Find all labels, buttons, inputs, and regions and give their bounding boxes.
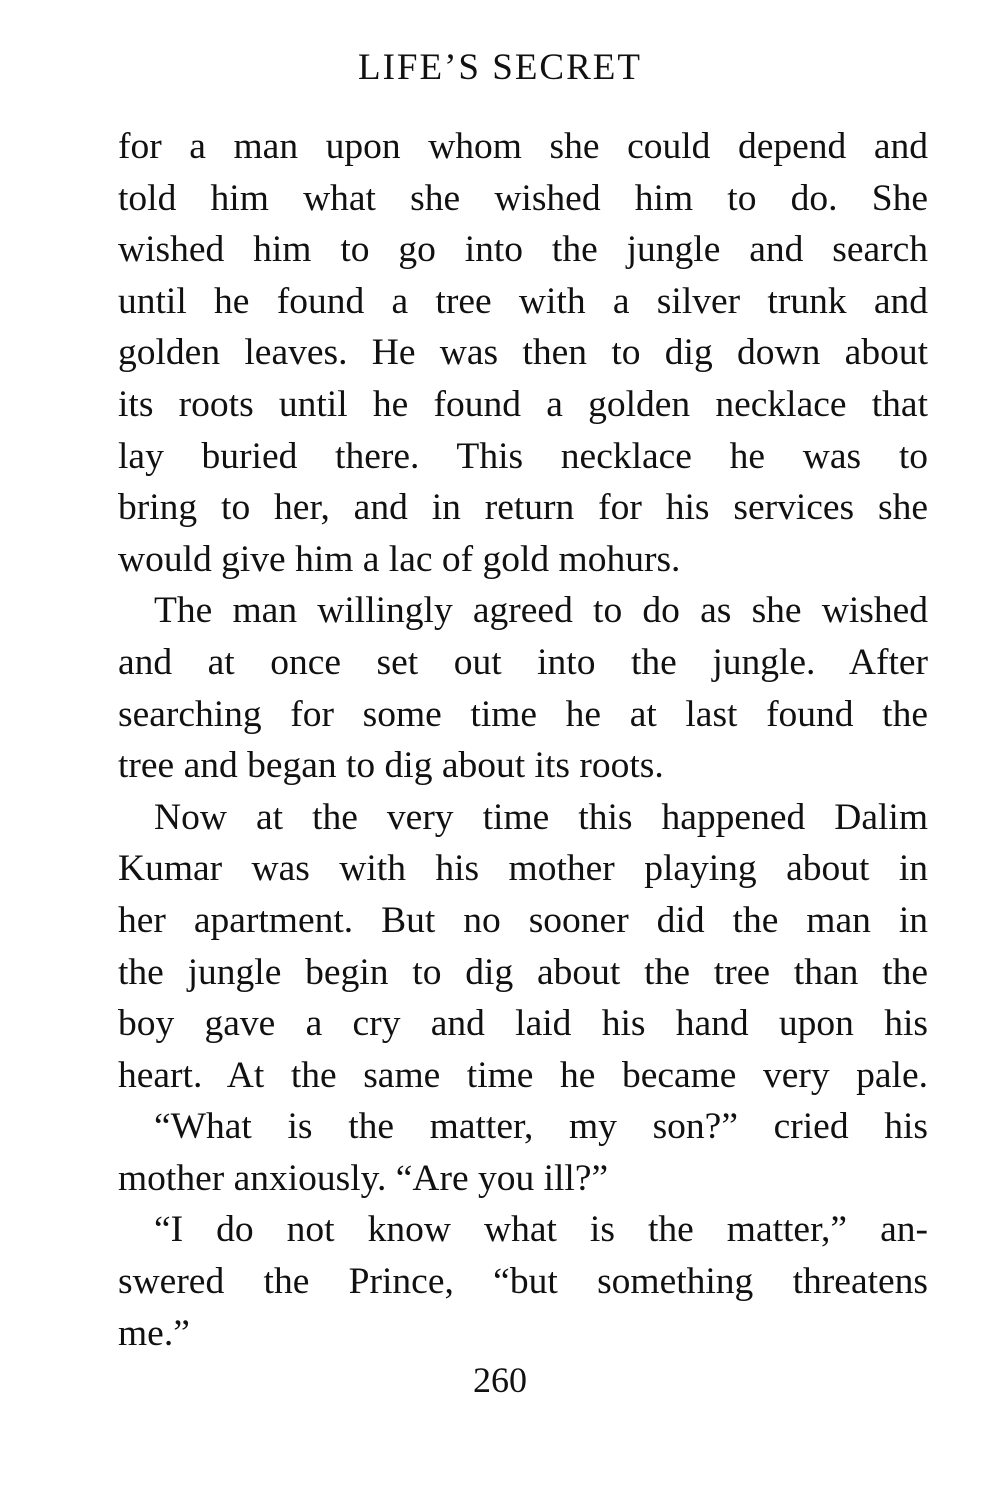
text-line: would give him a lac of gold mohurs. — [118, 538, 681, 580]
text-line: Kumar was with his mother playing about in — [118, 848, 928, 890]
text-line: The man willingly agreed to do as she wished — [154, 590, 928, 632]
text-line: the jungle begin to dig about the tree than the — [118, 951, 928, 993]
text-line: bring to her, and in return for his services she — [118, 487, 928, 529]
text-line: Now at the very time this happened Dalim — [154, 796, 928, 838]
text-line: heart. At the same time he became very pale. — [118, 1054, 928, 1096]
paragraph-3 — [118, 792, 928, 1102]
text-line: “What is the matter, my son?” cried his — [154, 1106, 928, 1148]
paragraph-2 — [118, 585, 928, 791]
paragraph-5 — [118, 1204, 928, 1359]
text-line: swered the Prince, “but something threatens — [118, 1261, 928, 1303]
paragraph-4 — [118, 1101, 928, 1204]
text-line: told him what she wished him to do. She — [118, 177, 928, 219]
text-line: until he found a tree with a silver trunk and — [118, 280, 928, 322]
text-line: mother anxiously. “Are you ill?” — [118, 1157, 609, 1199]
text-line: searching for some time he at last found the — [118, 693, 928, 735]
text-line: boy gave a cry and laid his hand upon his — [118, 1003, 928, 1045]
paragraph-1 — [118, 121, 928, 585]
body-text — [118, 121, 928, 1359]
text-line: golden leaves. He was then to dig down about — [118, 332, 928, 374]
text-line: “I do not know what is the matter,” an- — [154, 1209, 928, 1251]
text-line: tree and began to dig about its roots. — [118, 745, 664, 787]
text-line: her apartment. But no sooner did the man in — [118, 899, 928, 941]
text-line: me.” — [118, 1312, 190, 1354]
running-title: LIFE’S SECRET — [358, 47, 642, 88]
text-line: its roots until he found a golden necklace that — [118, 383, 928, 425]
page-number: 260 — [473, 1360, 527, 1400]
text-line: wished him to go into the jungle and search — [118, 229, 928, 271]
text-line: and at once set out into the jungle. After — [118, 641, 928, 683]
text-line: lay buried there. This necklace he was to — [118, 435, 928, 477]
text-line: for a man upon whom she could depend and — [118, 126, 928, 167]
